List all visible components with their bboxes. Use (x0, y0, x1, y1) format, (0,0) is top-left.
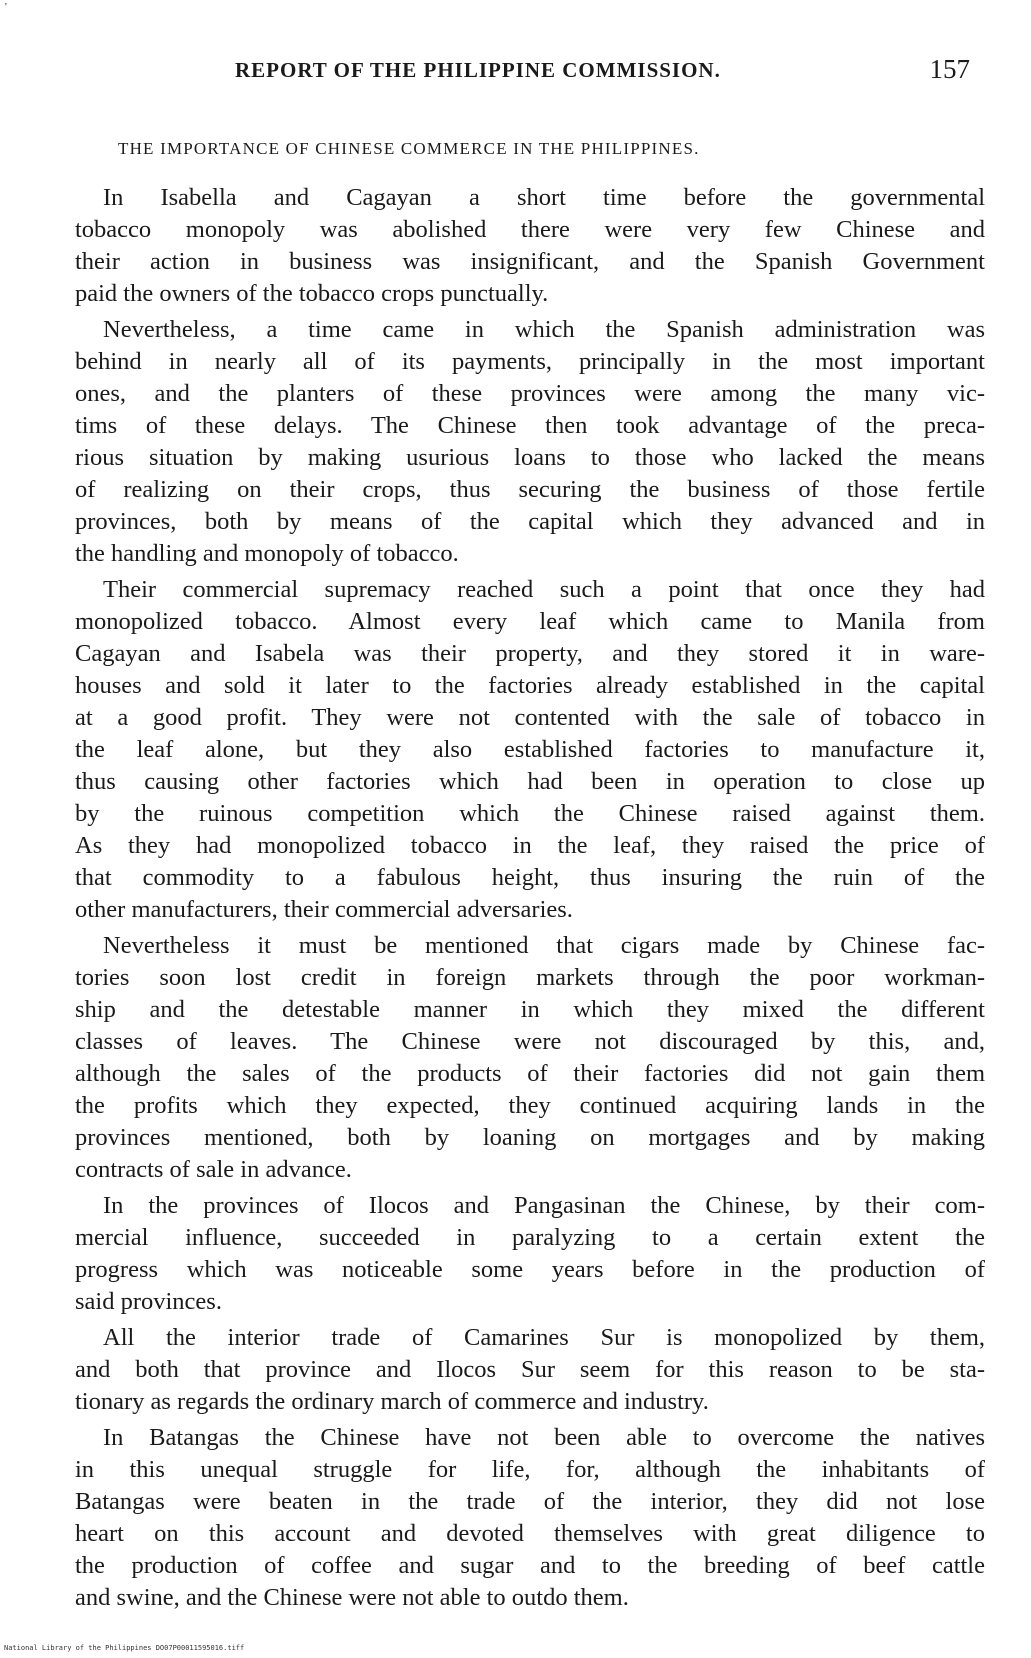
text-line: the leaf alone, but they also established factories to manufacture it, (75, 736, 985, 763)
text-line: In the provinces of Ilocos and Pangasinan the Chinese, by their com- (103, 1192, 985, 1219)
text-line: behind in nearly all of its payments, principally in the most important (75, 348, 985, 375)
running-title: REPORT OF THE PHILIPPINE COMMISSION. (235, 58, 721, 82)
text-line: houses and sold it later to the factories already established in the capital (75, 672, 985, 699)
paragraph (75, 1322, 985, 1418)
text-line: Their commercial supremacy reached such a point that once they had (103, 576, 985, 603)
text-line: other manufacturers, their commercial adversaries. (75, 896, 573, 923)
paragraph (75, 1422, 985, 1614)
text-line: contracts of sale in advance. (75, 1156, 352, 1183)
text-line: All the interior trade of Camarines Sur is monopolized by them, (103, 1324, 985, 1351)
corner-mark: ' (5, 2, 7, 13)
running-header (80, 54, 970, 88)
text-line: their action in business was insignificant, and the Spanish Government (75, 248, 985, 275)
text-line: progress which was noticeable some years before in the production of (75, 1256, 985, 1283)
paragraph (75, 930, 985, 1186)
text-line: classes of leaves. The Chinese were not discouraged by this, and, (75, 1028, 985, 1055)
paragraph (75, 1190, 985, 1318)
text-line: that commodity to a fabulous height, thus insuring the ruin of the (75, 864, 985, 891)
text-line: As they had monopolized tobacco in the leaf, they raised the price of (75, 832, 985, 859)
text-line: Cagayan and Isabela was their property, and they stored it in ware- (75, 640, 985, 667)
text-line: the handling and monopoly of tobacco. (75, 540, 459, 567)
text-line: although the sales of the products of their factories did not gain them (75, 1060, 985, 1087)
paragraph (75, 574, 985, 926)
text-line: thus causing other factories which had been in operation to close up (75, 768, 985, 795)
text-line: In Isabella and Cagayan a short time before the governmental (103, 184, 985, 211)
text-line: tionary as regards the ordinary march of commerce and industry. (75, 1388, 709, 1415)
text-line: and swine, and the Chinese were not able to outdo them. (75, 1584, 629, 1611)
text-line: in this unequal struggle for life, for, although the inhabitants of (75, 1456, 985, 1483)
text-line: the production of coffee and sugar and to the breeding of beef cattle (75, 1552, 985, 1579)
body-text (75, 182, 985, 1618)
text-line: provinces mentioned, both by loaning on mortgages and by making (75, 1124, 985, 1151)
text-line: at a good profit. They were not contented with the sale of tobacco in (75, 704, 985, 731)
text-line: tories soon lost credit in foreign markets through the poor workman- (75, 964, 985, 991)
text-line: heart on this account and devoted themselves with great diligence to (75, 1520, 985, 1547)
text-line: tobacco monopoly was abolished there were very few Chinese and (75, 216, 985, 243)
text-line: monopolized tobacco. Almost every leaf which came to Manila from (75, 608, 985, 635)
text-line: by the ruinous competition which the Chinese raised against them. (75, 800, 985, 827)
text-line: rious situation by making usurious loans to those who lacked the means (75, 444, 985, 471)
text-line: provinces, both by means of the capital which they advanced and in (75, 508, 985, 535)
text-line: Nevertheless, a time came in which the Spanish administration was (103, 316, 985, 343)
text-line: Batangas were beaten in the trade of the interior, they did not lose (75, 1488, 985, 1515)
text-line: of realizing on their crops, thus securing the business of those fertile (75, 476, 985, 503)
text-line: tims of these delays. The Chinese then took advantage of the preca- (75, 412, 985, 439)
text-line: ship and the detestable manner in which they mixed the different (75, 996, 985, 1023)
scan-footer: National Library of the Philippines DO07P00011595016.tiff (4, 1644, 245, 1652)
section-heading: THE IMPORTANCE OF CHINESE COMMERCE IN THE PHILIPPINES. (118, 139, 700, 158)
paragraph (75, 182, 985, 310)
text-line: said provinces. (75, 1288, 222, 1315)
paragraph (75, 314, 985, 570)
text-line: paid the owners of the tobacco crops punctually. (75, 280, 549, 307)
text-line: ones, and the planters of these provinces were among the many vic- (75, 380, 985, 407)
text-line: the profits which they expected, they continued acquiring lands in the (75, 1092, 985, 1119)
page-number: 157 (929, 54, 970, 84)
text-line: In Batangas the Chinese have not been able to overcome the natives (103, 1424, 985, 1451)
text-line: mercial influence, succeeded in paralyzing to a certain extent the (75, 1224, 985, 1251)
text-line: and both that province and Ilocos Sur seem for this reason to be sta- (75, 1356, 985, 1383)
text-line: Nevertheless it must be mentioned that cigars made by Chinese fac- (103, 932, 985, 959)
